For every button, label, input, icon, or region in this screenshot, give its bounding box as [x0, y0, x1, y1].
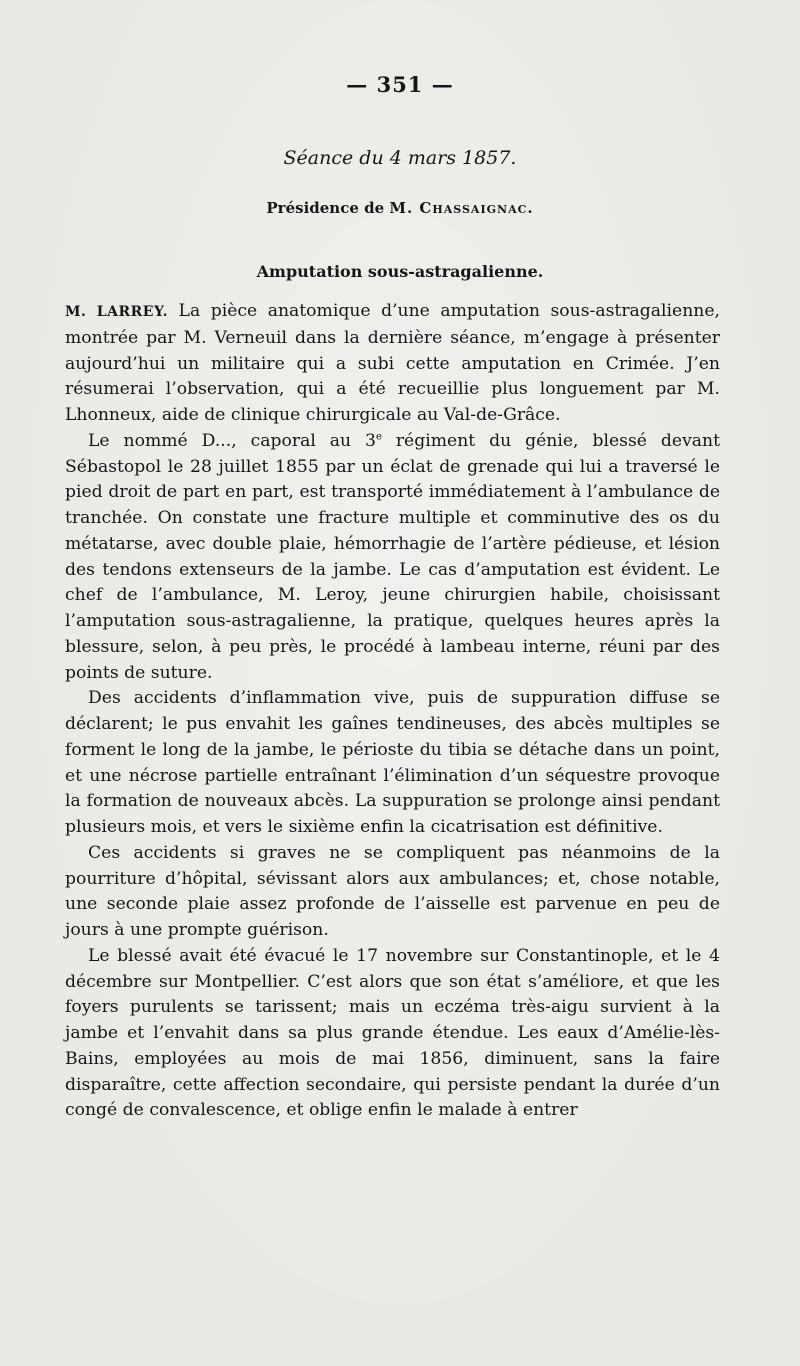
- president-name: M. Chassaignac.: [389, 199, 534, 217]
- paragraph: Ces accidents si graves ne se compliquent pas néanmoins de la pourriture d’hôpital, sévissant alors aux ambulances; et, chose notable, une seconde plaie assez profonde de l’aisselle est parvenue en peu de jours à une prompte guérison.: [65, 842, 720, 940]
- section-title: Amputation sous-astragalienne.: [256, 262, 544, 281]
- paragraph: [65, 429, 720, 687]
- paragraph-text: La pièce anatomique d’une amputation sous-astragalienne, montrée par M. Verneuil dans la dernière séance, m’engage à présenter aujourd’hui un militaire qui a subi cette amputation en Crimée. J’en résumerai l’observation, qui a été recueillie plus longuement par M. Lhonneux, aide de clinique chirurgicale au Val-de-Grâce.: [65, 301, 720, 425]
- presidence-prefix: Présidence de: [266, 199, 390, 217]
- presidence-line: [0, 199, 800, 217]
- paragraph-text: régiment du génie, blessé devant Sébastopol le 28 juillet 1855 par un éclat de grenade qui lui a traversé le pied droit de part en part, est transporté immédiatement à l’ambulance de tranchée. On constate une fracture multiple et comminutive des os du métatarse, avec double plaie, hémorrhagie de l’artère pédieuse, et lésion des tendons extenseurs de la jambe. Le cas d’amputation est évident. Le chef de l’ambulance, M. Leroy, jeune chirurgien habile, choisissant l’amputation sous-astragalienne, la pratique, quelques heures après la blessure, selon, à peu près, le procédé à lambeau interne, réuni par des points de suture.: [65, 430, 720, 683]
- speaker-name: M. LARREY.: [65, 304, 169, 320]
- paragraph: Le blessé avait été évacué le 17 novembre sur Constantinople, et le 4 décembre sur Montpellier. C’est alors que son état s’améliore, et que les foyers purulents se tarissent; mais un eczéma très-aigu survient à la jambe et l’envahit dans sa plus grande étendue. Les eaux d’Amélie-lès-Bains, employées au mois de mai 1856, diminuent, sans la faire disparaître, cette affection secondaire, qui persiste pendant la durée d’un congé de convalescence, et oblige enfin le malade à entrer: [65, 945, 720, 1121]
- paragraph: [65, 299, 720, 429]
- page-number: — 351 —: [346, 72, 454, 97]
- superscript: e: [375, 431, 382, 443]
- article-body: [65, 299, 720, 1124]
- paragraph: Des accidents d’inflammation vive, puis de suppuration diffuse se déclarent; le pus envahit les gaînes tendineuses, des abcès multiples se forment le long de la jambe, le périoste du tibia se détache dans un point, et une nécrose partielle entraînant l’élimination d’un séquestre provoque la formation de nouveaux abcès. La suppuration se prolonge ainsi pendant plusieurs mois, et vers le sixième enfin la cicatrisation est définitive.: [65, 688, 720, 837]
- paragraph-text: Le nommé D..., caporal au 3: [88, 430, 376, 451]
- session-date: Séance du 4 mars 1857.: [283, 147, 517, 169]
